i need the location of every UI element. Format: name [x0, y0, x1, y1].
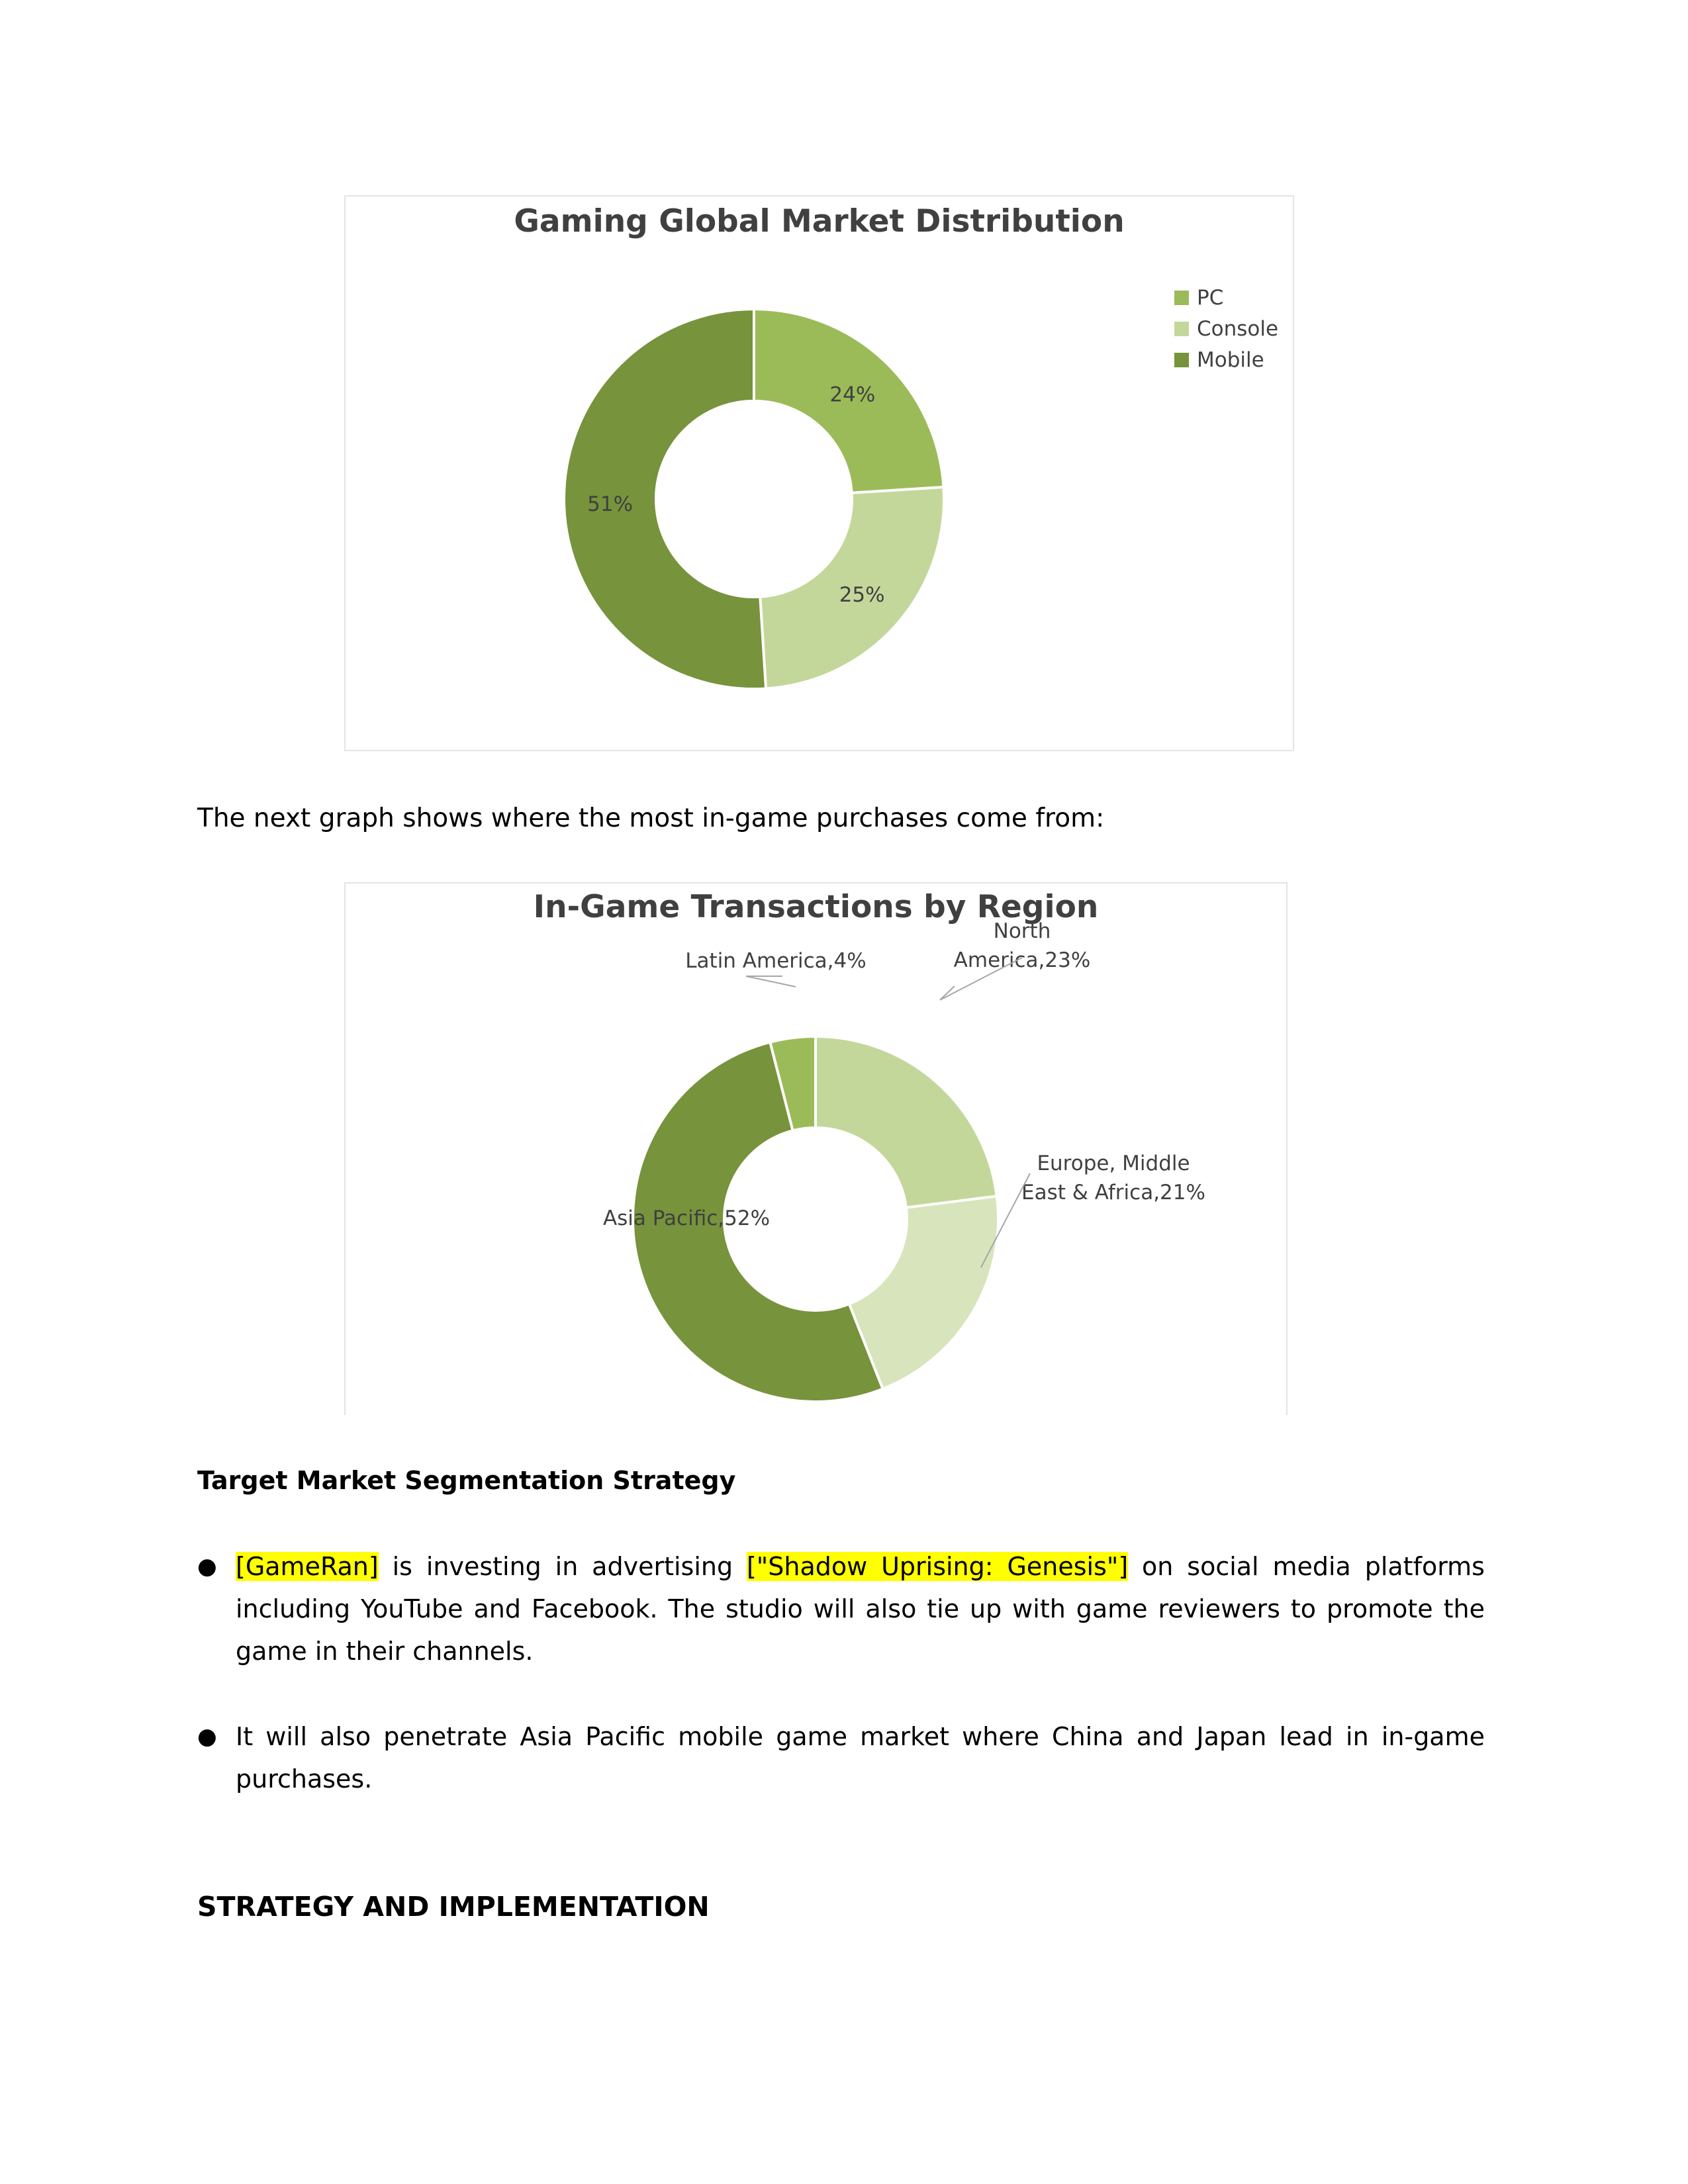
data-label: Europe, Middle	[1037, 1152, 1190, 1175]
market-distribution-donut	[346, 197, 1295, 752]
data-label: North	[993, 919, 1051, 943]
market-distribution-chart	[344, 195, 1294, 751]
data-label: 24%	[829, 383, 876, 407]
bullet-icon: ●	[197, 1553, 217, 1580]
intro-paragraph: The next graph shows where the most in-game purchases come from:	[197, 803, 1105, 833]
legend-entry: Console	[1197, 317, 1279, 341]
transactions-donut	[346, 884, 1289, 1416]
chart-title: Gaming Global Market Distribution	[514, 203, 1125, 240]
data-label: 25%	[839, 582, 885, 607]
data-label: East & Africa,21%	[1021, 1181, 1205, 1205]
data-label: America,23%	[953, 948, 1091, 972]
donut-slice-north-america	[816, 1036, 997, 1208]
legend-entry: Mobile	[1197, 348, 1264, 372]
data-label: Latin America,4%	[685, 949, 867, 973]
data-label: Asia Pacific,52%	[602, 1206, 771, 1230]
legend-swatch	[1174, 322, 1189, 336]
game-title-highlight: ["Shadow Uprising: Genesis"]	[746, 1552, 1129, 1581]
bullet-text: is investing in advertising	[378, 1552, 747, 1581]
transactions-by-region-chart	[344, 882, 1288, 1415]
bullet-list	[197, 1545, 1485, 1672]
bullet-text: It will also penetrate Asia Pacific mobile game market where China and Japan lead in in-game purchases.	[236, 1722, 1485, 1794]
bullet-text: on social media platforms including YouTube and Facebook. The studio will also tie up with game reviewers to promote the game in their channels.	[236, 1552, 1485, 1666]
segmentation-heading: Target Market Segmentation Strategy	[197, 1466, 736, 1495]
legend-swatch	[1174, 353, 1189, 367]
list-item	[197, 1715, 1485, 1800]
company-name-highlight: [GameRan]	[236, 1552, 379, 1581]
data-label: 51%	[587, 492, 633, 516]
bullet-icon: ●	[197, 1723, 217, 1750]
list-item	[197, 1545, 1485, 1672]
strategy-heading: STRATEGY AND IMPLEMENTATION	[197, 1891, 710, 1923]
leader-line	[746, 976, 796, 987]
legend-entry: PC	[1197, 286, 1224, 310]
bullet-list	[197, 1715, 1485, 1800]
chart-title: In-Game Transactions by Region	[533, 889, 1099, 925]
legend-swatch	[1174, 291, 1189, 305]
